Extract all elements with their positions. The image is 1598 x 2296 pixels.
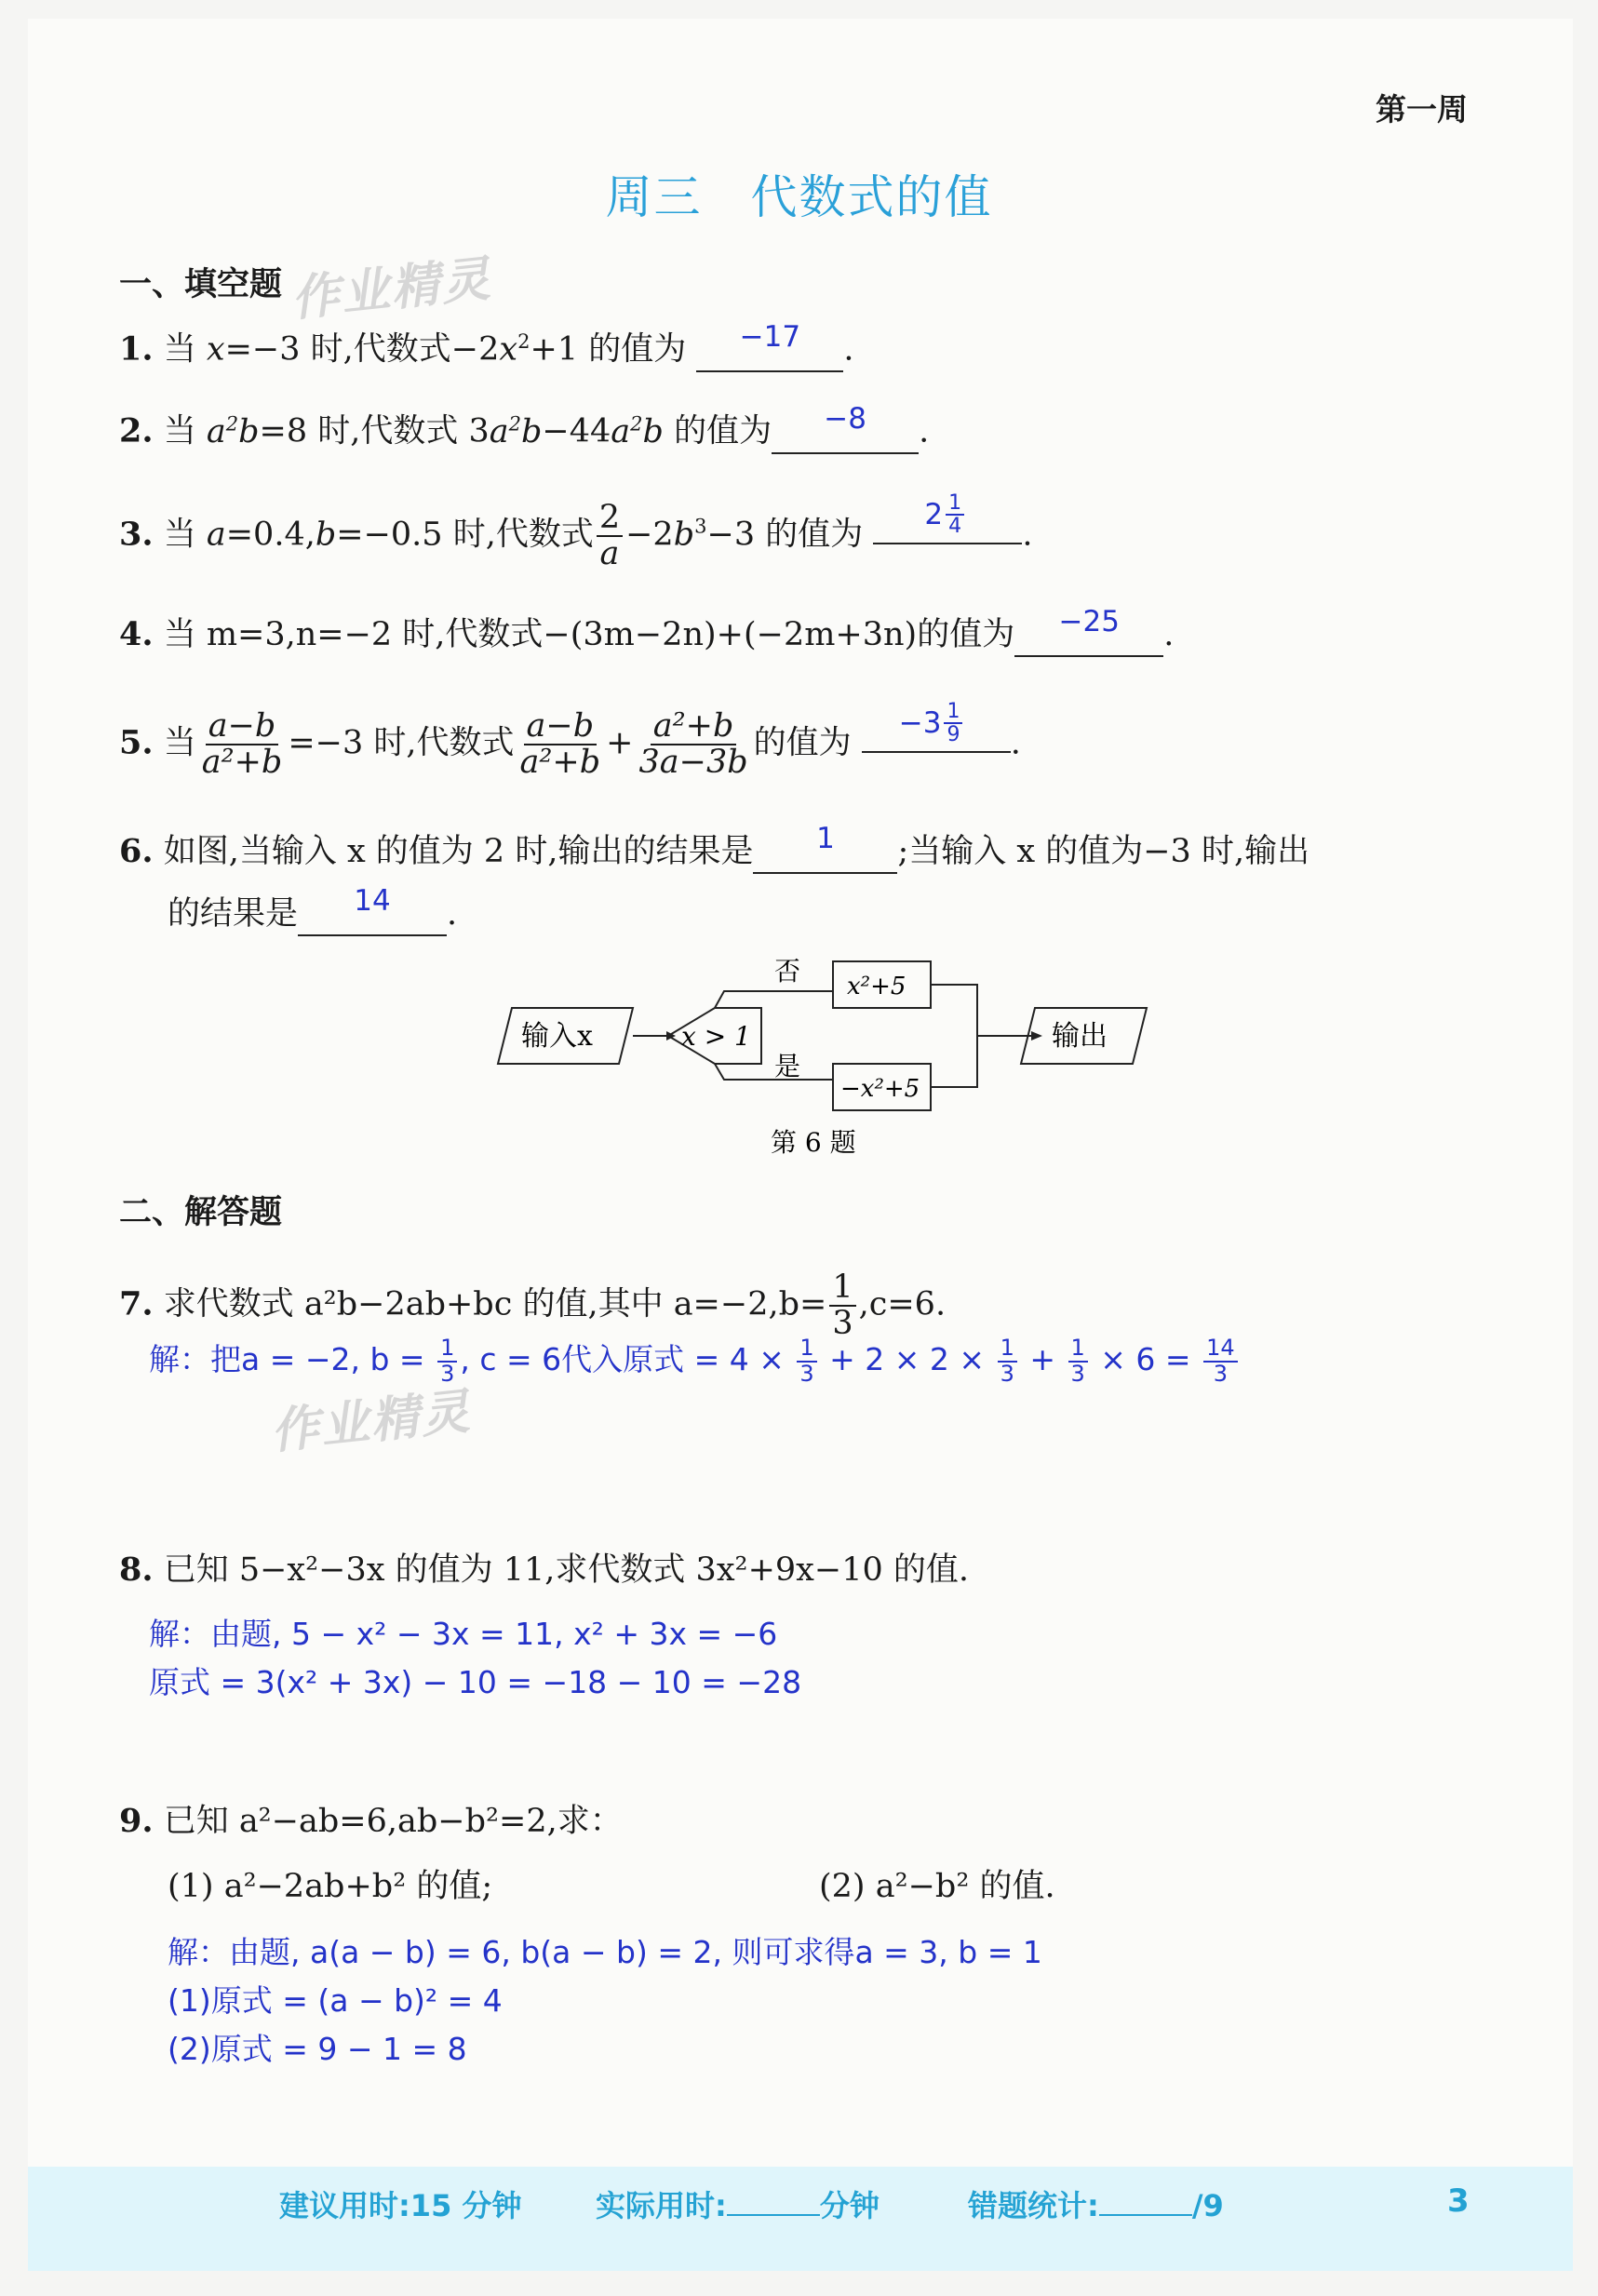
q3-end: . — [1022, 516, 1033, 554]
sol7-frac-top: 1 — [797, 1336, 816, 1362]
q1-var: x — [206, 330, 225, 369]
q5-plus: + — [606, 724, 634, 762]
actual-time-unit: 分钟 — [819, 2188, 880, 2223]
actual-time-label: 实际用时: — [596, 2188, 727, 2223]
sol7-res-bot: 3 — [1213, 1360, 1228, 1387]
section-answer: 二、解答题 — [119, 1194, 283, 1231]
q5-fraction-2 — [517, 709, 604, 780]
q5-frac1-top: a−b — [206, 709, 279, 745]
q9-text: 已知 a²−ab=6,ab−b²=2,求： — [163, 1803, 623, 1840]
answer-blank-6b[interactable] — [298, 884, 447, 936]
answer-blank-3[interactable] — [873, 491, 1022, 544]
watermark-top: 作业精灵 — [289, 250, 495, 329]
section-fill-blank: 一、填空题 — [119, 266, 283, 303]
actual-time — [596, 2182, 880, 2225]
q3-text-b: =0.4, — [225, 516, 316, 554]
question-8 — [119, 1550, 969, 1591]
handwritten-answer-2: −8 — [824, 401, 866, 436]
sol7-frac-bot: 3 — [799, 1360, 814, 1387]
flow-output-label: 输出 — [1052, 1020, 1108, 1053]
sol7-res-top: 14 — [1203, 1336, 1238, 1362]
q6-text: 如图,当输入 x 的值为 2 时,输出的结果是 — [163, 833, 754, 870]
q5-text-c: 的值为 — [753, 724, 852, 762]
sol7-frac-bot: 3 — [1000, 1360, 1014, 1387]
sol7-c: + 2 × 2 × — [829, 1341, 986, 1377]
q6-end: . — [447, 895, 458, 933]
q2-text-d: 的值为 — [674, 412, 772, 450]
sol7-a: 解：把a = −2, b = — [149, 1341, 425, 1377]
q9-part1: (1) a²−2ab+b² 的值; — [168, 1868, 493, 1905]
handwritten-answer-4: −25 — [1058, 605, 1120, 638]
ans-den: 4 — [948, 515, 962, 539]
q7-text: 求代数式 a²b−2ab+bc 的值,其中 a=−2,b= — [163, 1285, 827, 1323]
solution-9 — [168, 1928, 1042, 2074]
handwritten-answer-1: −17 — [739, 319, 801, 354]
question-number: 7. — [119, 1284, 154, 1323]
q9-part2: (2) a²−b² 的值. — [819, 1868, 1055, 1905]
question-6 — [119, 822, 1310, 874]
flow-box-top-label: x²+5 — [847, 973, 906, 1000]
sol9-line2: (1)原式 = (a − b)² = 4 — [168, 1982, 503, 2019]
answer-blank-4[interactable] — [1014, 605, 1163, 657]
page-number: 3 — [1447, 2182, 1470, 2220]
q7-fraction — [829, 1270, 855, 1341]
q3-text-c: =−0.5 时,代数式 — [336, 516, 594, 554]
q2-end: . — [919, 412, 930, 450]
sol9-line1: 解：由题, a(a − b) = 6, b(a − b) = 2, 则可求得a = 3, b = 1 — [168, 1934, 1042, 1970]
q1-text-eq: =−3 时,代数式−2 — [224, 330, 500, 369]
q3-frac-top: 2 — [597, 501, 623, 537]
question-5 — [119, 700, 1021, 781]
flow-input-label: 输入x — [521, 1020, 593, 1053]
sol7-e: × 6 = — [1100, 1341, 1191, 1377]
flow-no-label: 否 — [774, 956, 801, 987]
q4-text: 当 m=3,n=−2 时,代数式−(3m−2n)+(−2m+3n)的值为 — [163, 616, 1015, 653]
q3-text-d: −2 — [625, 516, 674, 554]
solution-8 — [149, 1610, 801, 1707]
answer-blank-6a[interactable] — [753, 822, 897, 874]
question-7 — [119, 1270, 946, 1341]
sol7-frac-top: 1 — [437, 1336, 457, 1362]
sol7-d: + — [1029, 1341, 1055, 1377]
question-4 — [119, 605, 1175, 657]
q5-frac1-bot: a²+b — [201, 743, 283, 781]
q2-var: $a^2b$ — [206, 412, 260, 450]
q5-end: . — [1010, 724, 1021, 762]
sol8-line1: 解：由题, 5 − x² − 3x = 11, x² + 3x = −6 — [149, 1616, 778, 1652]
error-count-total: /9 — [1191, 2188, 1224, 2223]
ans-whole: −3 — [898, 706, 942, 741]
question-number: 1. — [119, 329, 154, 369]
q1-text: 当 — [163, 330, 196, 369]
error-count — [968, 2182, 1224, 2225]
q1-var2: x — [499, 330, 518, 369]
q5-fraction-3 — [636, 709, 750, 780]
handwritten-answer-6b: 14 — [354, 884, 391, 918]
flow-yes-label: 是 — [774, 1051, 801, 1081]
question-number: 3. — [119, 515, 154, 554]
ans-den: 9 — [947, 723, 960, 747]
question-number: 6. — [119, 832, 154, 870]
sol7-frac-bot: 3 — [1070, 1360, 1085, 1387]
q3-fraction: $\frac{2}{a}$ — [597, 501, 623, 571]
sol8-line2: 原式 = 3(x² + 3x) − 10 = −18 − 10 = −28 — [149, 1664, 802, 1700]
q5-frac3-top: a²+b — [651, 709, 737, 745]
error-count-label: 错题统计: — [968, 2188, 1099, 2223]
ans-num: 1 — [944, 701, 962, 724]
q2-text: 当 — [163, 412, 196, 450]
question-number: 8. — [119, 1551, 154, 1589]
q3-text: 当 — [163, 516, 196, 554]
question-1 — [119, 321, 854, 372]
answer-blank-1[interactable] — [696, 319, 843, 372]
q8-text: 已知 5−x²−3x 的值为 11,求代数式 3x²+9x−10 的值. — [163, 1551, 970, 1589]
question-number: 2. — [119, 411, 154, 450]
page-title: 周三 代数式的值 — [605, 170, 993, 224]
suggested-time: 建议用时:15 分钟 — [279, 2188, 522, 2223]
question-2: 2. 当 $a^2b=8$ 时,代数式 $3a^2b-44a^2b$ 的值为 −8 . — [119, 403, 929, 454]
q2-a: a — [206, 412, 226, 450]
handwritten-answer-6a: 1 — [816, 822, 835, 855]
sol7-frac-top: 1 — [998, 1336, 1017, 1362]
flow-branch-no — [715, 991, 833, 1008]
q4-end: . — [1163, 616, 1175, 653]
ans-num: 1 — [946, 492, 964, 516]
solution-7 — [149, 1336, 1241, 1386]
actual-time-blank[interactable] — [727, 2188, 820, 2216]
ans-whole: 2 — [924, 498, 944, 532]
week-label: 第一周 — [1376, 91, 1468, 128]
flow-condition-label: x > 1 — [681, 1021, 751, 1052]
q7-text-b: ,c=6. — [858, 1285, 947, 1323]
watermark-middle: 作业精灵 — [268, 1383, 475, 1461]
question-number: 4. — [119, 615, 154, 653]
q5-frac2-bot: a²+b — [519, 743, 601, 781]
q2-text-b: =8 时,代数式 3 — [259, 412, 490, 450]
sol7-b: , c = 6代入原式 = 4 × — [460, 1341, 785, 1377]
question-3: 3. 当 a=0.4,b=−0.5 时,代数式 $\frac{2}{a}$ $-2b^3-3$ 的值为 2 $\frac{1}{4}$ . — [119, 491, 1033, 572]
question-9 — [119, 1801, 623, 1842]
q6-text-b: ;当输入 x 的值为−3 时,输出 — [897, 833, 1310, 870]
q3-text-e: −3 的值为 — [706, 516, 864, 554]
figure-caption: 第 6 题 — [771, 1127, 856, 1158]
q1-end: . — [843, 330, 854, 369]
q6-text-c: 的结果是 — [168, 895, 299, 933]
sol7-frac-bot: 3 — [440, 1360, 455, 1387]
sol7-frac-top: 1 — [1068, 1336, 1088, 1362]
handwritten-answer-3 — [924, 492, 967, 537]
error-count-blank[interactable] — [1099, 2188, 1192, 2216]
q5-fraction-1 — [199, 709, 286, 780]
question-number: 5. — [119, 723, 154, 762]
q2-text-c: −4 — [542, 412, 591, 450]
question-6-line2 — [168, 884, 458, 936]
flow-box-bottom-label: −x²+5 — [840, 1075, 920, 1103]
q5-frac3-bot: 3a−3b — [638, 743, 748, 781]
sol9-line3: (2)原式 = 9 − 1 = 8 — [168, 2031, 467, 2067]
answer-blank-2[interactable] — [772, 401, 919, 454]
answer-blank-5[interactable] — [862, 700, 1011, 753]
q5-frac2-top: a−b — [524, 709, 598, 745]
flowchart — [484, 945, 1154, 1159]
handwritten-answer-5 — [899, 701, 966, 745]
q5-text-b: =−3 时,代数式 — [288, 724, 515, 762]
q7-frac-bot: 3 — [832, 1304, 853, 1342]
q1-exp: 2 — [517, 330, 530, 353]
q5-text: 当 — [163, 724, 196, 762]
q1-text-post: +1 的值为 — [530, 330, 687, 369]
q7-frac-top: 1 — [829, 1270, 855, 1307]
question-number: 9. — [119, 1802, 154, 1840]
